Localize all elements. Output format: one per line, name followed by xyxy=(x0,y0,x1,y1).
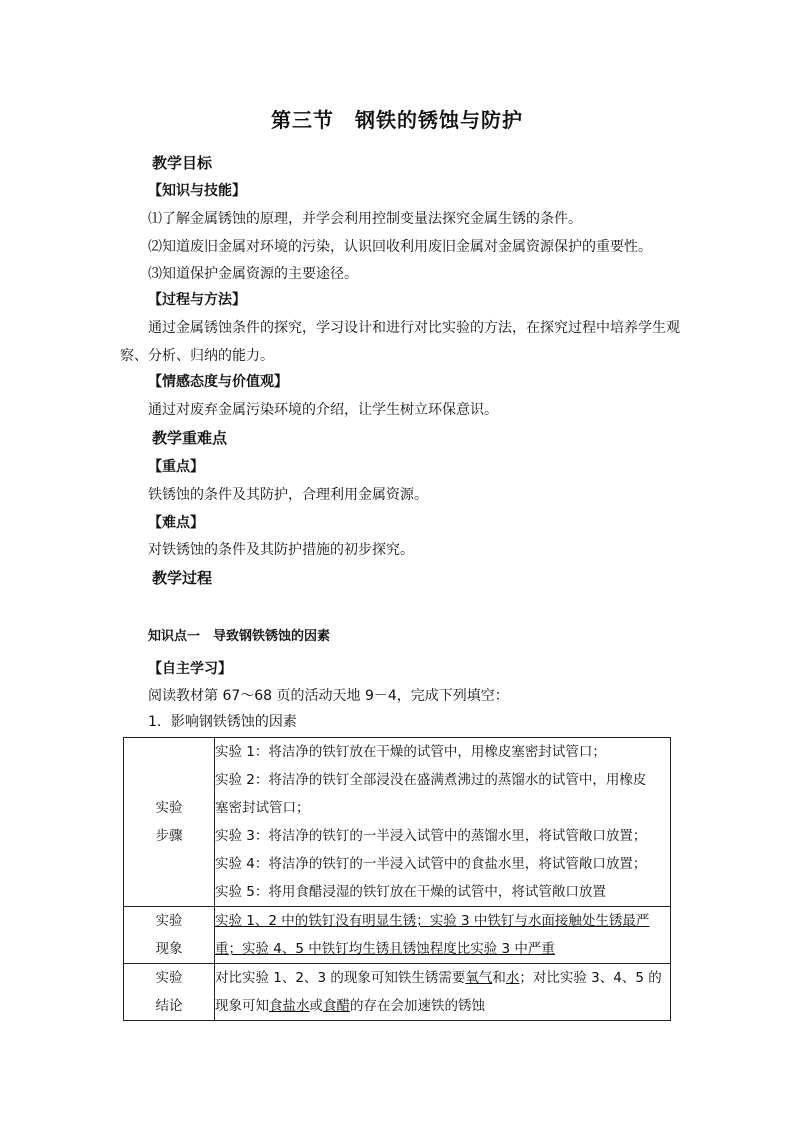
table-row-steps xyxy=(124,738,671,907)
reading-instruction: 阅读教材第 67～68 页的活动天地 9－4，完成下列填空： xyxy=(148,688,509,704)
phenomenon-line-1: 实验 1、2 中的铁钉没有明显生锈；实验 3 中铁钉与水面接触处生锈最严 xyxy=(215,913,650,929)
knowledge-item-1: ⑴了解金属锈蚀的原理，并学会利用控制变量法探究金属生锈的条件。 xyxy=(148,211,582,227)
table-row-conclusion xyxy=(124,964,671,1021)
steps-label-line-2: 步骤 xyxy=(155,828,183,844)
answer-water: 水 xyxy=(505,970,520,986)
teaching-goals-heading: 教学目标 xyxy=(152,154,213,172)
step-line-3: 塞密封试管口； xyxy=(215,800,310,816)
page-title: 第三节 钢铁的锈蚀与防护 xyxy=(271,108,523,132)
key-points-heading: 教学重难点 xyxy=(152,429,228,447)
knowledge-item-2: ⑵知道废旧金属对环境的污染，认识回收利用废旧金属对金属资源保护的重要性。 xyxy=(148,239,652,255)
conclusion-text-2c: 的存在会加速铁的锈蚀 xyxy=(350,998,485,1014)
steps-label xyxy=(124,738,215,907)
difficulty-text: 对铁锈蚀的条件及其防护措施的初步探究。 xyxy=(148,542,414,558)
step-line-5: 实验 4：将洁净的铁钉的一半浸入试管中的食盐水里，将试管敞口放置； xyxy=(215,856,647,872)
item-1-heading: 1．影响钢铁锈蚀的因素 xyxy=(148,714,297,730)
table-row-phenomenon xyxy=(124,907,671,964)
step-line-1: 实验 1：将洁净的铁钉放在干燥的试管中，用橡皮塞密封试管口； xyxy=(215,744,606,760)
teaching-process-heading: 教学过程 xyxy=(152,569,213,587)
knowledge-point-heading: 知识点一 导致钢铁锈蚀的因素 xyxy=(148,629,331,644)
conclusion-text-2b: 或 xyxy=(309,998,323,1014)
self-study-heading: 【自主学习】 xyxy=(148,661,232,677)
phenomenon-label-line-2: 现象 xyxy=(155,941,183,957)
process-methods-line-1: 通过金属锈蚀条件的探究，学习设计和进行对比实验的方法，在探究过程中培养学生观 xyxy=(148,320,680,336)
knowledge-item-3: ⑶知道保护金属资源的主要途径。 xyxy=(148,266,358,282)
answer-salt-water: 食盐水 xyxy=(269,998,310,1014)
answer-vinegar: 食醋 xyxy=(323,998,350,1014)
conclusion-text-1c: ；对比实验 3、4、5 的 xyxy=(519,970,662,986)
conclusion-text-2a: 现象可知 xyxy=(215,998,269,1014)
process-methods-heading: 【过程与方法】 xyxy=(148,292,246,308)
steps-label-line-1: 实验 xyxy=(155,800,183,816)
conclusion-line-2 xyxy=(215,992,670,1020)
conclusion-label xyxy=(124,964,215,1021)
conclusion-cell xyxy=(215,964,671,1021)
phenomenon-line-2: 重；实验 4、5 中铁钉均生锈且锈蚀程度比实验 3 中严重 xyxy=(215,941,555,957)
emotion-values-heading: 【情感态度与价值观】 xyxy=(148,374,288,390)
difficulty-heading: 【难点】 xyxy=(148,515,204,531)
conclusion-label-line-2: 结论 xyxy=(155,998,183,1014)
process-methods-line-2: 察、分析、归纳的能力。 xyxy=(120,348,274,364)
step-line-4: 实验 3：将洁净的铁钉的一半浸入试管中的蒸馏水里，将试管敞口放置； xyxy=(215,828,647,844)
phenomenon-label xyxy=(124,907,215,964)
conclusion-text-1b: 和 xyxy=(492,970,506,986)
step-line-2: 实验 2：将洁净的铁钉全部浸没在盛满煮沸过的蒸馏水的试管中，用橡皮 xyxy=(215,772,647,788)
conclusion-text-1a: 对比实验 1、2、3 的现象可知铁生锈需要 xyxy=(215,970,466,986)
phenomenon-label-line-1: 实验 xyxy=(155,913,183,929)
experiment-table xyxy=(123,737,671,1021)
knowledge-skills-heading: 【知识与技能】 xyxy=(148,183,246,199)
step-line-6: 实验 5：将用食醋浸湿的铁钉放在干燥的试管中，将试管敞口放置 xyxy=(215,884,606,900)
phenomenon-cell xyxy=(215,907,671,964)
steps-cell xyxy=(215,738,671,907)
focus-text: 铁锈蚀的条件及其防护，合理利用金属资源。 xyxy=(148,487,428,503)
answer-oxygen: 氧气 xyxy=(465,970,493,986)
focus-heading: 【重点】 xyxy=(148,459,204,475)
conclusion-label-line-1: 实验 xyxy=(155,970,183,986)
emotion-values-text: 通过对废弃金属污染环境的介绍，让学生树立环保意识。 xyxy=(148,402,498,418)
conclusion-line-1 xyxy=(215,964,670,992)
